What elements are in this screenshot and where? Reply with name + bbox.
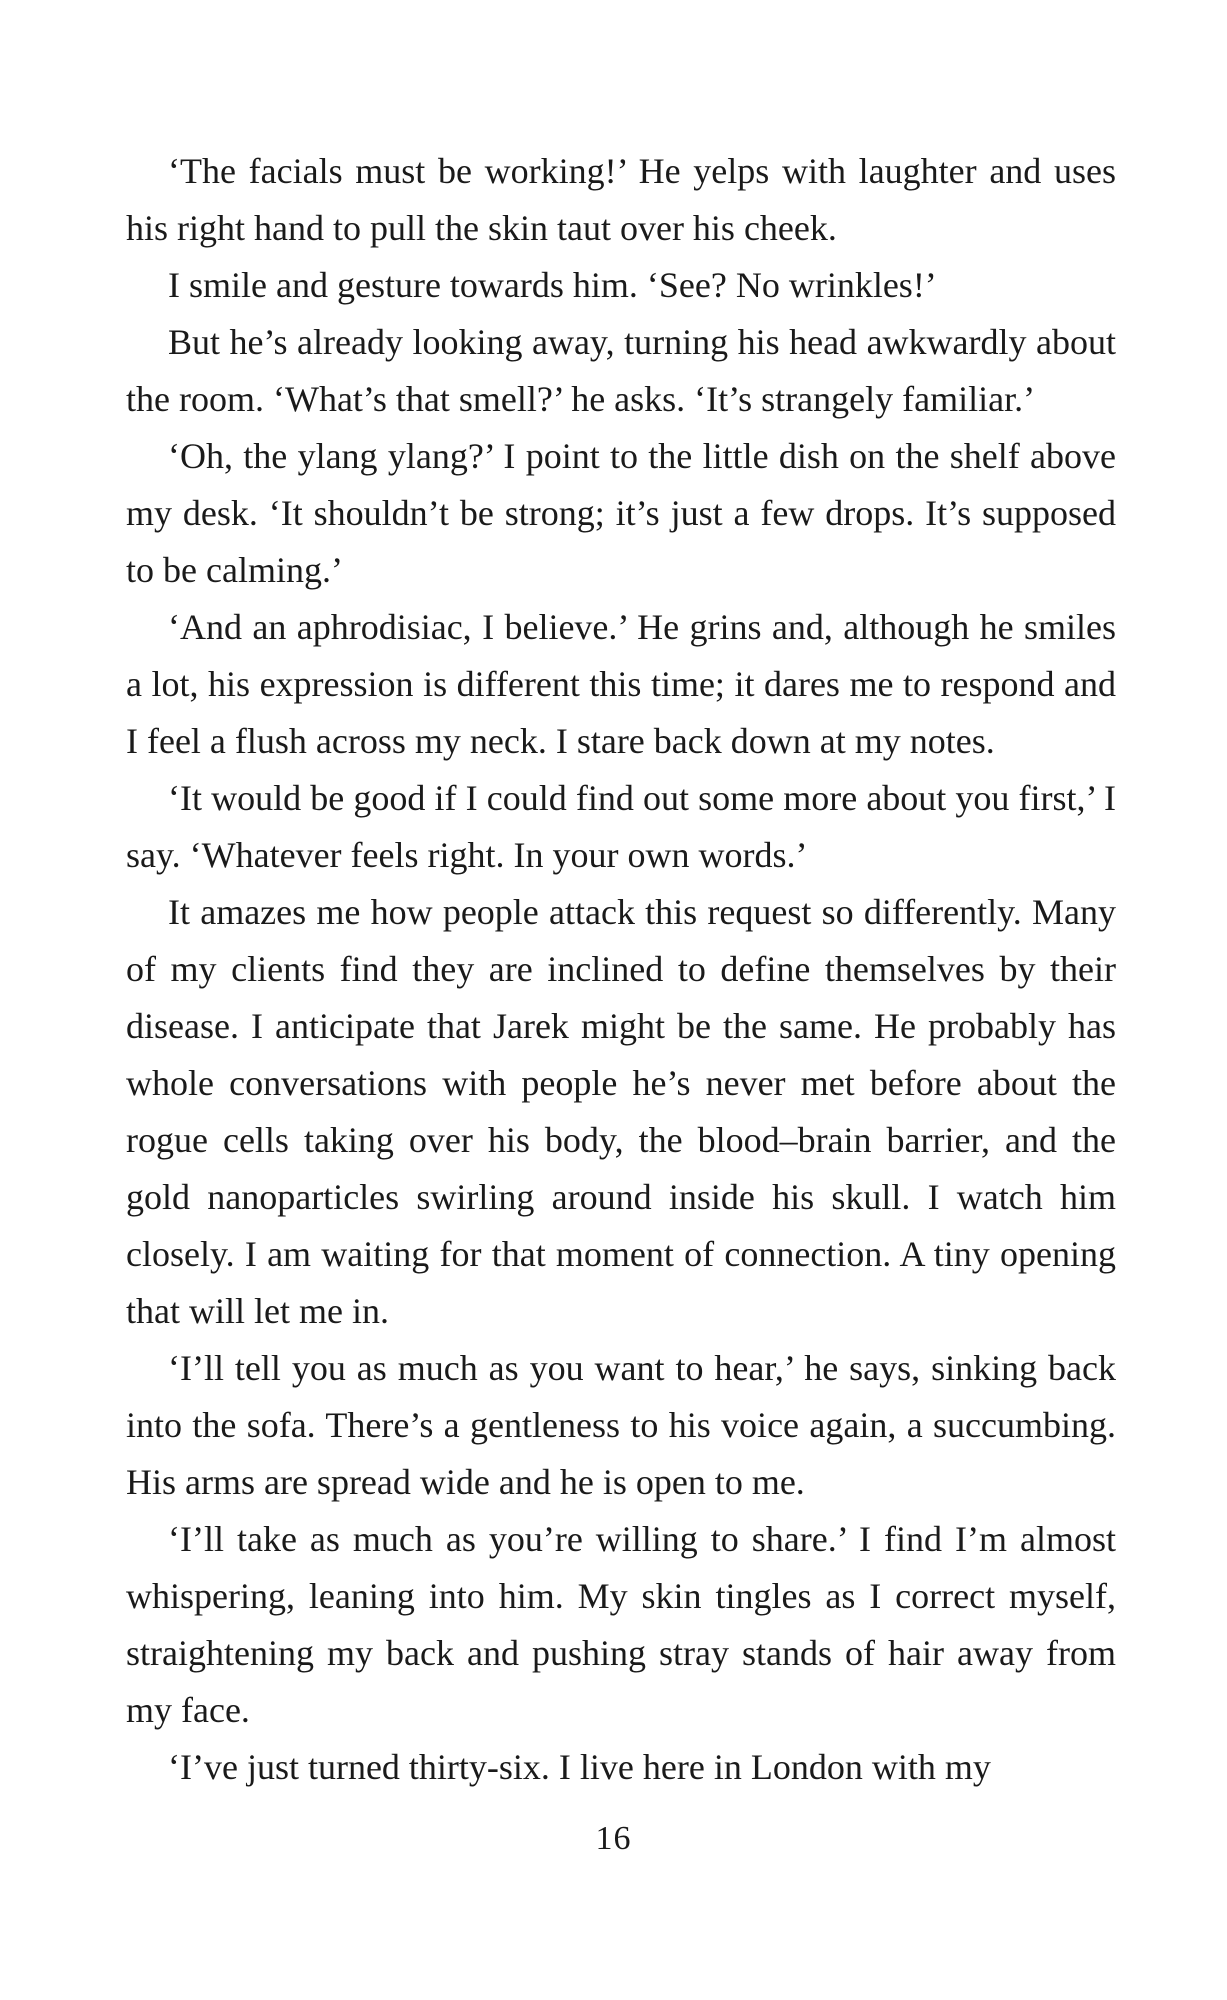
paragraph: ‘It would be good if I could find out some more about you first,’ I say. ‘Whatever feels right. In your own words.’ xyxy=(126,778,1116,875)
paragraph: ‘I’ll tell you as much as you want to hear,’ he says, sinking back into the sofa. There’s a gentleness to his voice again, a succumbing. His arms are spread wide and he is open to me. xyxy=(126,1348,1116,1502)
paragraph: But he’s already looking away, turning his head awkwardly about the room. ‘What’s that smell?’ he asks. ‘It’s strangely familiar.’ xyxy=(126,322,1116,419)
paragraph: ‘The facials must be working!’ He yelps with laughter and uses his right hand to pull the skin taut over his cheek. xyxy=(126,151,1116,248)
paragraph: I smile and gesture towards him. ‘See? No wrinkles!’ xyxy=(168,265,937,305)
paragraph: ‘I’ve just turned thirty-six. I live here in London with my xyxy=(168,1747,991,1787)
body-text xyxy=(126,143,1116,1796)
paragraph: ‘And an aphrodisiac, I believe.’ He grins and, although he smiles a lot, his expression is different this time; it dares me to respond and I feel a flush across my neck. I stare back down at my notes. xyxy=(126,607,1116,761)
paragraph: It amazes me how people attack this request so differently. Many of my clients find they are inclined to define themselves by their disease. I anticipate that Jarek might be the same. He probably has whole conversations with people he’s never met before about the rogue cells taking over his body, the blood–brain barrier, and the gold nanoparticles swirling around inside his skull. I watch him closely. I am waiting for that moment of connection. A tiny opening that will let me in. xyxy=(126,892,1116,1331)
paragraph: ‘Oh, the ylang ylang?’ I point to the little dish on the shelf above my desk. ‘It shouldn’t be strong; it’s just a few drops. It’s supposed to be calming.’ xyxy=(126,436,1116,590)
page-number: 16 xyxy=(595,1820,632,1857)
paragraph: ‘I’ll take as much as you’re willing to share.’ I find I’m almost whispering, leaning into him. My skin tingles as I correct myself, straightening my back and pushing stray stands of hair away from my face. xyxy=(126,1519,1116,1730)
